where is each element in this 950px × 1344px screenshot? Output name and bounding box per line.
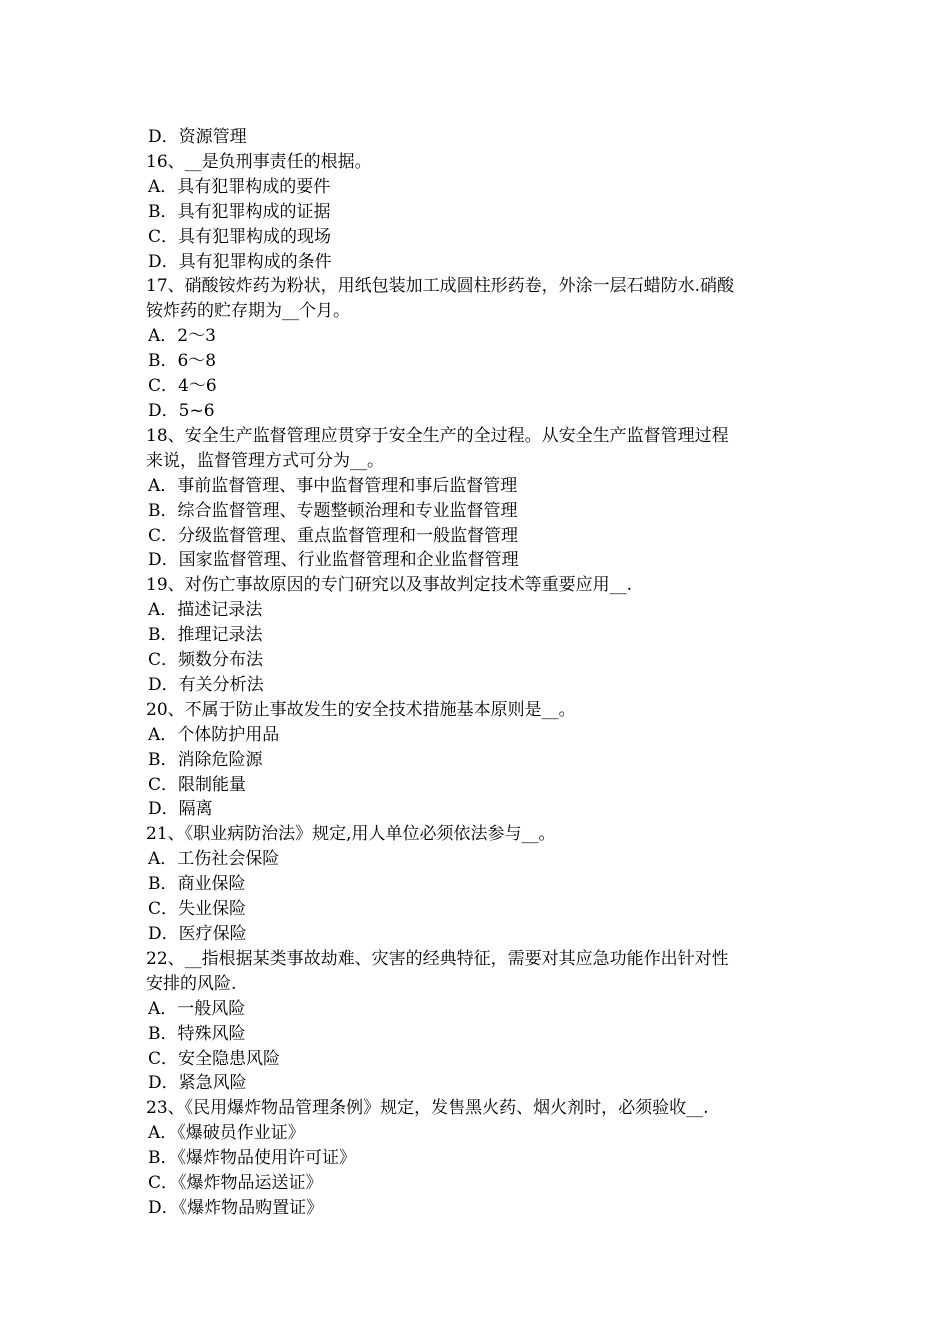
question-text: 17、硝酸铵炸药为粉状，用纸包装加工成圆柱形药卷，外涂一层石蜡防水.硝酸 <box>146 276 735 297</box>
answer-option: C．分级监督管理、重点监督管理和一般监督管理 <box>148 525 519 546</box>
answer-option: C．频数分布法 <box>148 650 264 671</box>
question-text: 22、__指根据某类事故劫难、灾害的经典特征，需要对其应急功能作出针对性 <box>146 948 729 969</box>
question-text: 23、《民用爆炸物品管理条例》规定，发售黑火药、烟火剂时，必须验收__. <box>146 1098 709 1119</box>
answer-option: B．6～8 <box>148 351 217 372</box>
answer-option: B．特殊风险 <box>148 1023 246 1044</box>
answer-option: A．描述记录法 <box>148 600 263 621</box>
answer-option: D．《爆炸物品购置证》 <box>148 1197 324 1218</box>
answer-option: D．5~6 <box>148 400 215 421</box>
answer-option: A．2～3 <box>148 326 216 347</box>
question-text: 20、不属于防止事故发生的安全技术措施基本原则是__。 <box>146 699 576 720</box>
answer-option: D．医疗保险 <box>148 924 247 944</box>
answer-option: C．失业保险 <box>148 899 247 920</box>
answer-option: A．个体防护用品 <box>148 724 280 745</box>
answer-option: D．具有犯罪构成的条件 <box>148 251 332 272</box>
document-body <box>0 125 950 1221</box>
answer-option: A．一般风险 <box>148 998 246 1019</box>
answer-option: B．综合监督管理、专题整顿治理和专业监督管理 <box>148 500 518 521</box>
answer-option: A．工伤社会保险 <box>148 849 280 870</box>
question-text: 19、对伤亡事故原因的专门研究以及事故判定技术等重要应用__. <box>146 575 633 596</box>
question-text: 21、《职业病防治法》规定,用人单位必须依法参与__。 <box>146 824 556 845</box>
answer-option: D．国家监督管理、行业监督管理和企业监督管理 <box>148 550 519 571</box>
answer-option: D．隔离 <box>148 799 213 820</box>
answer-option: A．事前监督管理、事中监督管理和事后监督管理 <box>148 475 518 496</box>
answer-option: B．商业保险 <box>148 874 246 895</box>
answer-option: B．具有犯罪构成的证据 <box>148 201 331 222</box>
answer-option: D．紧急风险 <box>148 1073 247 1094</box>
answer-option: C．具有犯罪构成的现场 <box>148 226 332 247</box>
answer-option: C．限制能量 <box>148 774 247 795</box>
answer-option: C．安全隐患风险 <box>148 1048 281 1069</box>
question-text: 铵炸药的贮存期为__个月。 <box>146 301 350 322</box>
answer-option: D．资源管理 <box>148 127 247 147</box>
question-text: 18、安全生产监督管理应贯穿于安全生产的全过程。从安全生产监督管理过程 <box>146 425 729 446</box>
answer-option: B．推理记录法 <box>148 625 263 646</box>
answer-option: A．具有犯罪构成的要件 <box>148 176 331 197</box>
answer-option: C．《爆炸物品运送证》 <box>148 1173 323 1194</box>
question-text: 16、__是负刑事责任的根据。 <box>146 151 372 172</box>
answer-option: D．有关分析法 <box>148 674 264 695</box>
answer-option: B．消除危险源 <box>148 749 263 770</box>
question-text: 安排的风险. <box>146 973 237 994</box>
answer-option: A．《爆破员作业证》 <box>148 1123 305 1144</box>
answer-option: B．《爆炸物品使用许可证》 <box>148 1148 356 1169</box>
question-text: 来说，监督管理方式可分为__。 <box>146 450 384 471</box>
answer-option: C．4～6 <box>148 376 217 397</box>
